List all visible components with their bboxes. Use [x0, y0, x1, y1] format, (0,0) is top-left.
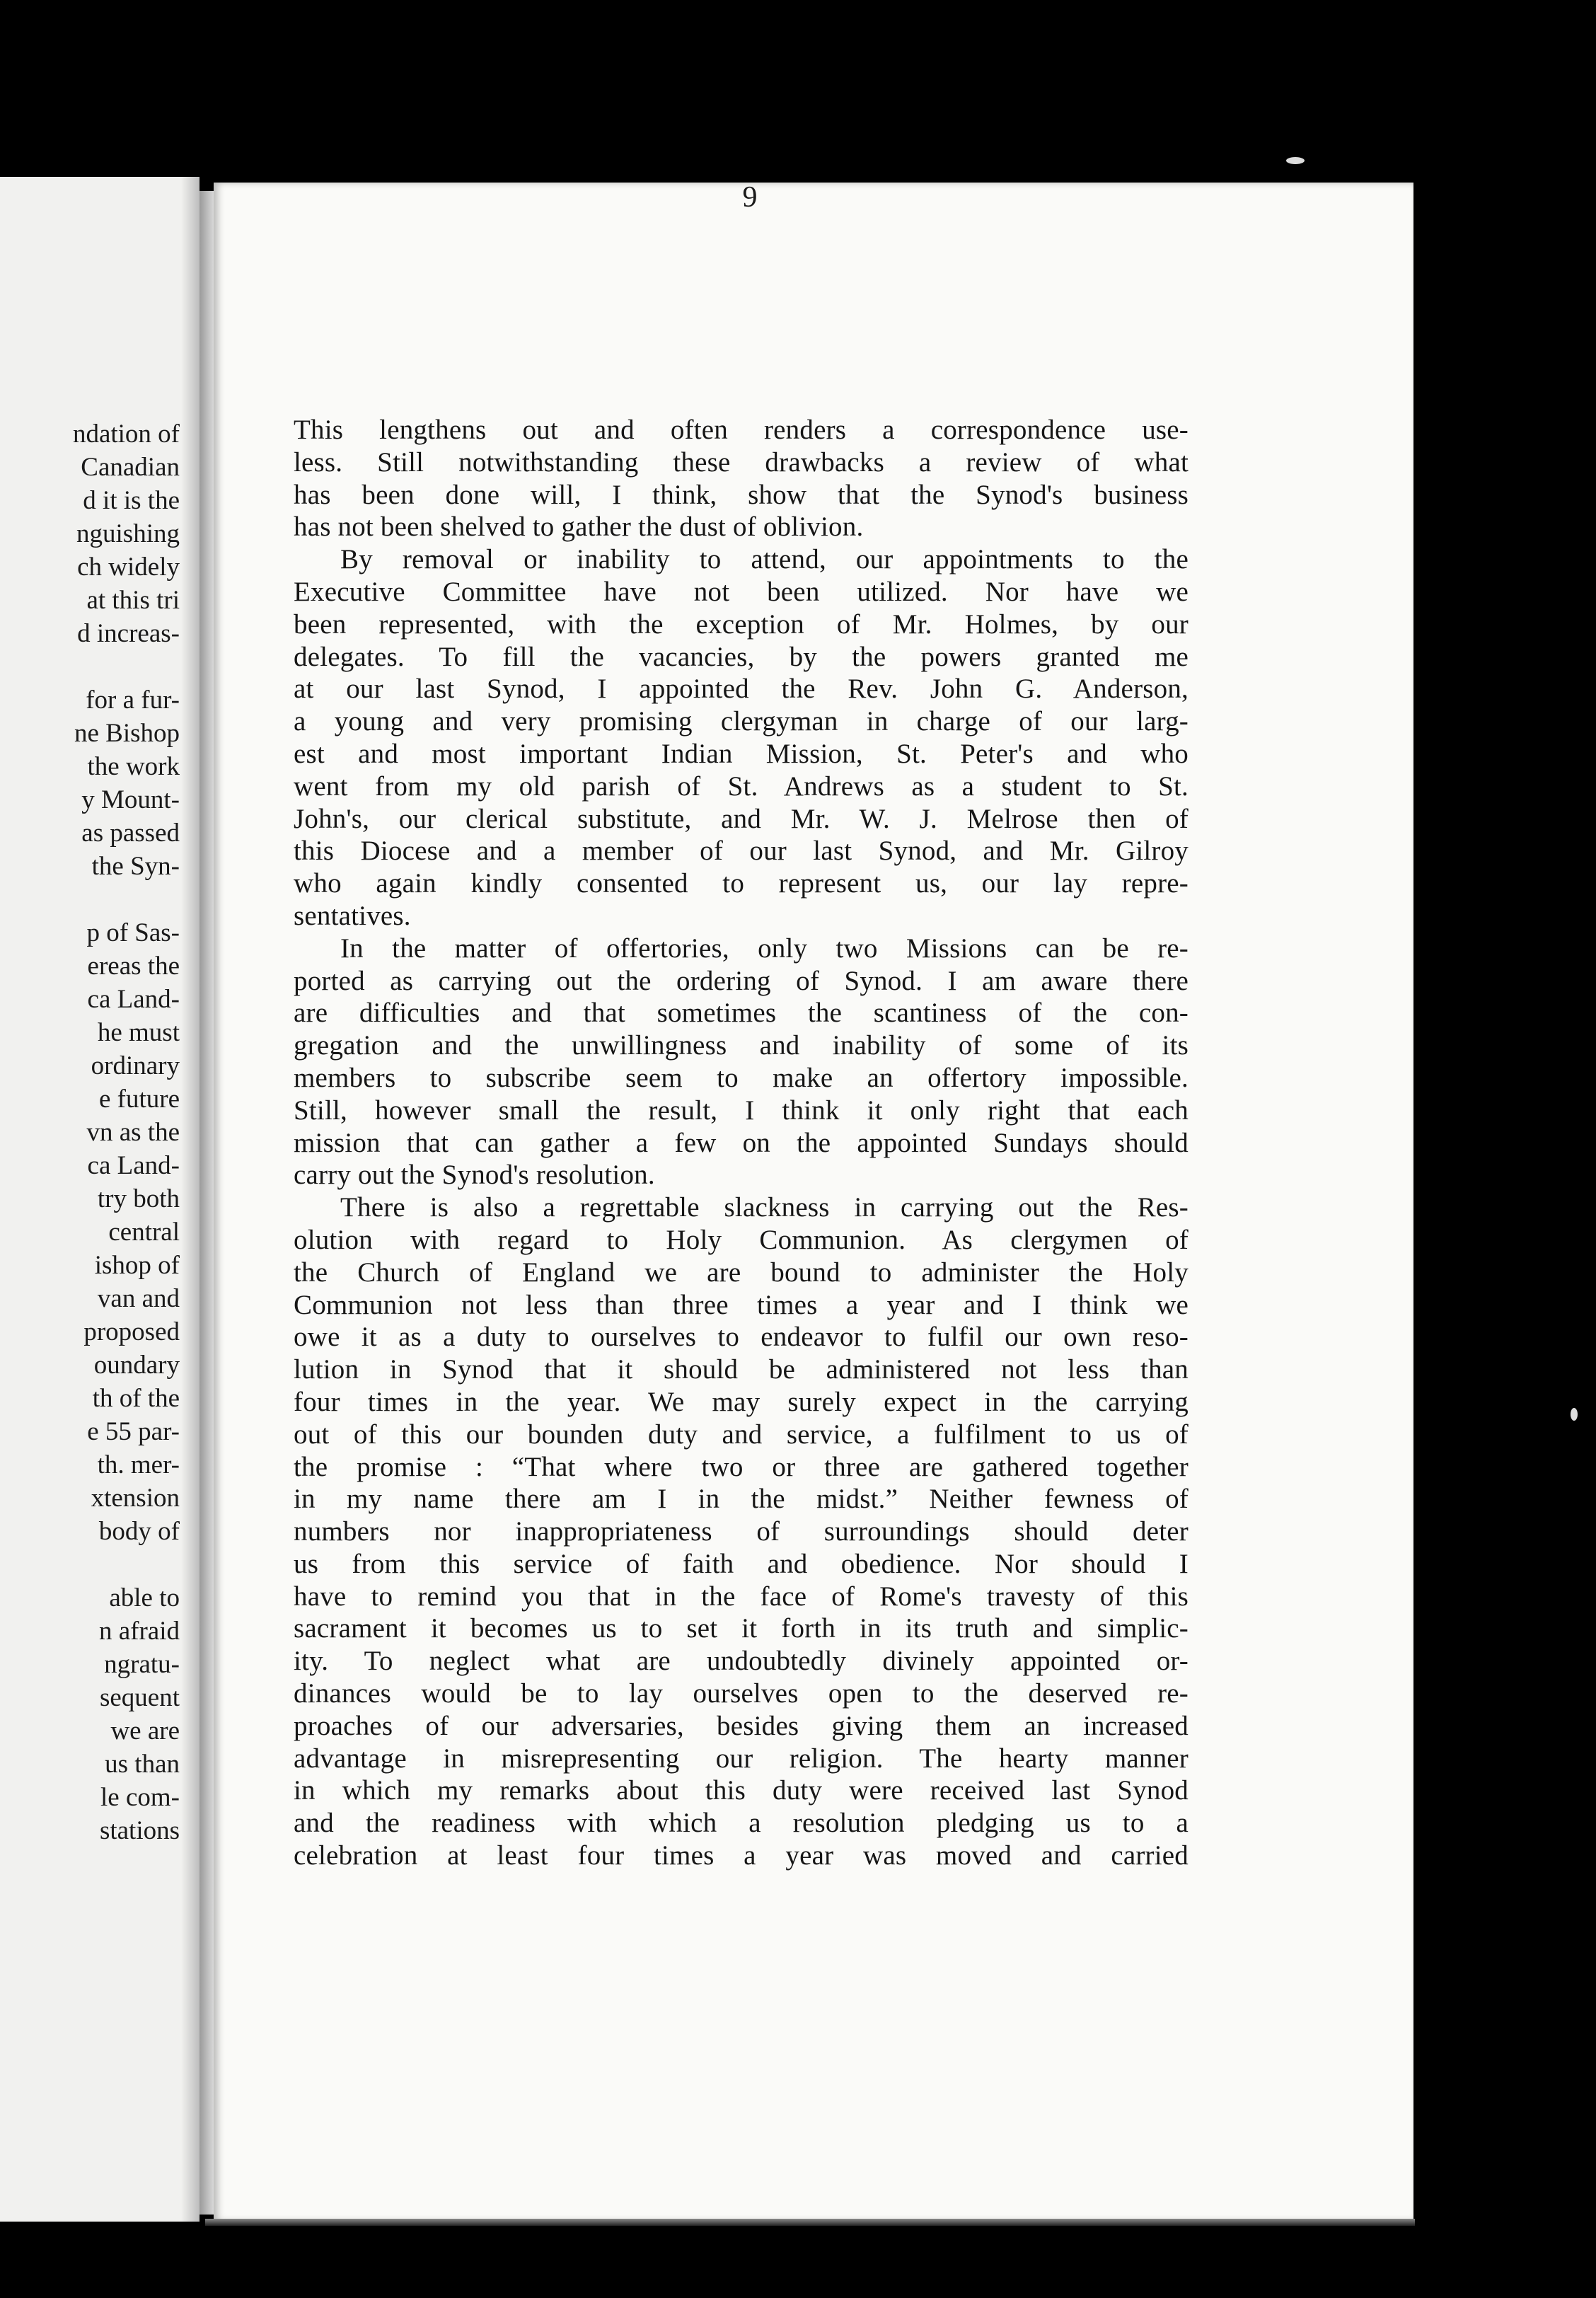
previous-page-line: ereas the	[87, 952, 180, 981]
scan-speck	[1286, 157, 1305, 164]
text-line: delegates. To fill the vacancies, by the powers granted me	[294, 641, 1189, 672]
text-line: celebration at least four times a year was moved and carried	[294, 1840, 1189, 1871]
previous-page-line: d it is the	[83, 486, 180, 515]
text-line: has not been shelved to gather the dust of oblivion.	[294, 512, 864, 543]
previous-page-line: body of	[98, 1517, 180, 1546]
text-line: out of this our bounden duty and service, a fulfilment to us of	[294, 1419, 1189, 1450]
book-gutter	[200, 191, 214, 2215]
text-line: went from my old parish of St. Andrews as a student to St.	[294, 770, 1189, 802]
text-line: Communion not less than three times a year and I think we	[294, 1289, 1189, 1320]
previous-page-line: us than	[105, 1750, 180, 1779]
text-line: owe it as a duty to ourselves to endeavor to fulfil our own reso-	[294, 1322, 1189, 1353]
previous-page-text	[0, 417, 180, 1847]
previous-page-line: the work	[87, 752, 180, 781]
text-line: dinances would be to lay ourselves open to the deserved re-	[294, 1678, 1189, 1709]
text-line: gregation and the unwillingness and inability of some of its	[294, 1030, 1189, 1061]
previous-page-line: e 55 par-	[87, 1417, 180, 1446]
previous-page-line: th of the	[92, 1384, 180, 1413]
previous-page-line: p of Sas-	[86, 918, 180, 947]
text-line: est and most important Indian Mission, St. Peter's and who	[294, 738, 1189, 769]
previous-page-line: proposed	[83, 1317, 180, 1346]
previous-page-line: as passed	[81, 819, 180, 848]
previous-page-line	[0, 883, 180, 916]
previous-page-line: e future	[98, 1085, 180, 1114]
text-line: who again kindly consented to represent us, our lay repre-	[294, 868, 1189, 899]
previous-page-line: ne Bishop	[74, 719, 180, 748]
previous-page-line: ndation of	[72, 420, 180, 449]
text-line: olution with regard to Holy Communion. As clergymen of	[294, 1224, 1189, 1255]
previous-page-line: he must	[97, 1018, 180, 1047]
text-line: By removal or inability to attend, our appointments to the	[340, 544, 1189, 575]
text-line: in my name there am I in the midst.” Neither fewness of	[294, 1484, 1189, 1515]
text-line: the Church of England we are bound to administer the Holy	[294, 1257, 1189, 1288]
text-line: this Diocese and a member of our last Synod, and Mr. Gilroy	[294, 836, 1189, 867]
text-line: at our last Synod, I appointed the Rev. John G. Anderson,	[294, 674, 1189, 705]
previous-page-line: nguishing	[76, 519, 180, 548]
text-line: have to remind you that in the face of Rome's travesty of this	[294, 1581, 1189, 1612]
page-body-text	[294, 414, 1189, 1872]
previous-page-line	[0, 650, 180, 683]
text-line: In the matter of offertories, only two Missions can be re-	[340, 933, 1189, 964]
text-line: sacrament it becomes us to set it forth in its truth and simplic-	[294, 1613, 1189, 1644]
page-number: 9	[742, 181, 758, 214]
text-line: are difficulties and that sometimes the scantiness of the con-	[294, 998, 1189, 1029]
previous-page-line: y Mount-	[81, 785, 180, 814]
text-line: the promise : “That where two or three are gathered together	[294, 1451, 1189, 1482]
previous-page-line: at this tri	[86, 586, 180, 615]
previous-page-line: d increas-	[77, 619, 180, 648]
text-line: has been done will, I think, show that the Synod's business	[294, 479, 1189, 510]
text-line: proaches of our adversaries, besides giving them an increased	[294, 1710, 1189, 1741]
text-line: been represented, with the exception of Mr. Holmes, by our	[294, 608, 1189, 640]
text-line: members to subscribe seem to make an offertory impossible.	[294, 1062, 1189, 1093]
previous-page-line: oundary	[93, 1351, 180, 1380]
previous-page-line: ch widely	[77, 553, 180, 582]
previous-page-line: vn as the	[86, 1118, 180, 1147]
previous-page-line: ngratu-	[104, 1650, 180, 1679]
previous-page-line: we are	[110, 1716, 180, 1745]
text-line: There is also a regrettable slackness in carrying out the Res-	[340, 1192, 1189, 1223]
text-line: a young and very promising clergyman in charge of our larg-	[294, 706, 1189, 737]
text-line: ported as carrying out the ordering of Synod. I am aware there	[294, 965, 1189, 996]
text-line: Still, however small the result, I think it only right that each	[294, 1095, 1189, 1126]
text-line: carry out the Synod's resolution.	[294, 1160, 655, 1191]
previous-page-line: ca Land-	[87, 1151, 180, 1180]
text-line: John's, our clerical substitute, and Mr. W. J. Melrose then of	[294, 803, 1189, 834]
previous-page-line	[0, 1548, 180, 1581]
previous-page-line: xtension	[91, 1484, 180, 1513]
previous-page-line: ishop of	[94, 1251, 180, 1280]
previous-page	[0, 177, 200, 2222]
previous-page-line: central	[108, 1218, 180, 1247]
previous-page-line: n afraid	[98, 1617, 180, 1646]
previous-page-line: Canadian	[81, 453, 180, 482]
previous-page-line: sequent	[99, 1683, 180, 1712]
text-line: less. Still notwithstanding these drawbacks a review of what	[294, 446, 1189, 478]
text-line: ity. To neglect what are undoubtedly divinely appointed or-	[294, 1646, 1189, 1677]
text-line: mission that can gather a few on the appointed Sundays should	[294, 1127, 1189, 1158]
previous-page-gutter-shadow	[181, 177, 200, 2222]
text-line: in which my remarks about this duty were received last Synod	[294, 1775, 1189, 1806]
text-line: This lengthens out and often renders a correspondence use-	[294, 415, 1189, 445]
previous-page-line: stations	[99, 1816, 180, 1845]
previous-page-line: th. mer-	[97, 1450, 180, 1479]
previous-page-line: ca Land-	[87, 985, 180, 1014]
text-line: Executive Committee have not been utilized. Nor have we	[294, 576, 1189, 607]
text-line: sentatives.	[294, 900, 411, 931]
previous-page-line: ordinary	[91, 1051, 180, 1080]
previous-page-line: for a fur-	[86, 686, 180, 715]
previous-page-line: the Syn-	[91, 852, 180, 881]
text-line: and the readiness with which a resolution pledging us to a	[294, 1808, 1189, 1839]
text-line: lution in Synod that it should be administered not less than	[294, 1354, 1189, 1385]
text-line: numbers nor inappropriateness of surroundings should deter	[294, 1516, 1189, 1547]
text-line: us from this service of faith and obedience. Nor should I	[294, 1548, 1189, 1579]
text-line: four times in the year. We may surely expect in the carrying	[294, 1386, 1189, 1417]
previous-page-line: able to	[109, 1583, 180, 1612]
scan-speck	[1571, 1408, 1578, 1421]
previous-page-line: van and	[97, 1284, 180, 1313]
page-bottom-edge	[205, 2219, 1415, 2226]
previous-page-line: try both	[97, 1184, 180, 1213]
previous-page-line: le com-	[100, 1783, 180, 1812]
text-line: advantage in misrepresenting our religion. The hearty manner	[294, 1743, 1189, 1774]
